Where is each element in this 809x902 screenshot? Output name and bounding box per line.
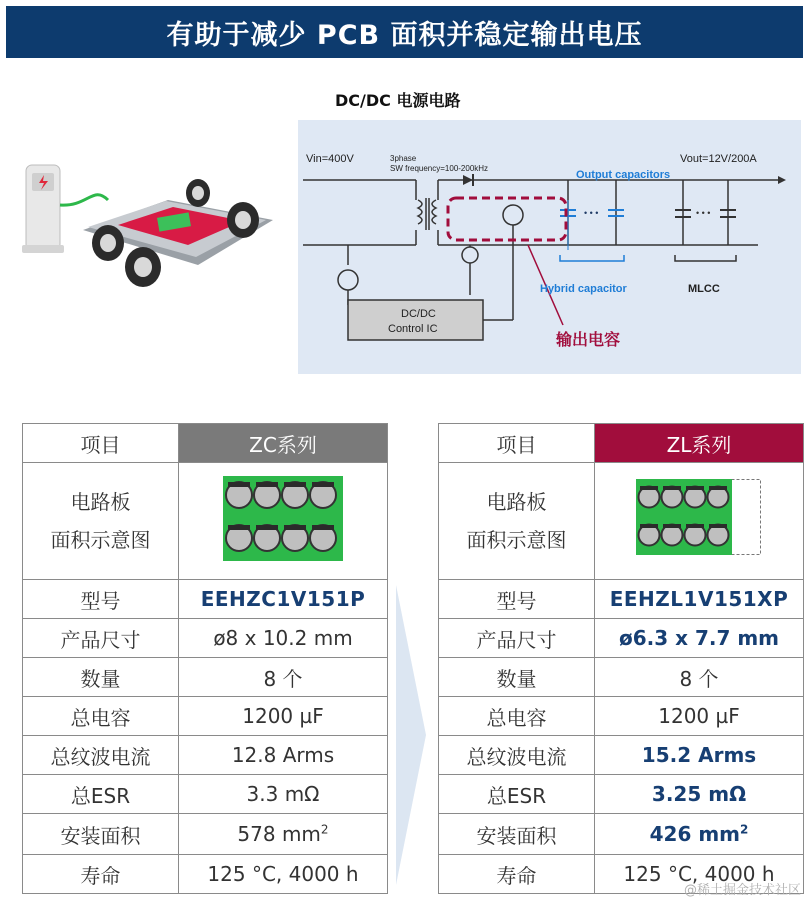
zc-board-diagram [179, 463, 388, 580]
ripple-current-label: 总纹波电流 [23, 736, 179, 775]
zc-mounting-area-unit-exp: 2 [320, 822, 329, 837]
zl-board-graphic [636, 479, 762, 559]
zl-quantity-value: 8 个 [595, 658, 804, 697]
item-header: 项目 [439, 424, 595, 463]
mounting-area-label: 安装面积 [439, 814, 595, 855]
sw-frequency-label: SW frequency=100-200kHz [390, 164, 489, 173]
zc-series-header: ZC系列 [179, 424, 388, 463]
mounting-area-label: 安装面积 [23, 814, 179, 855]
zl-esr-value: 3.25 mΩ [595, 775, 804, 814]
phase-label: 3phase [390, 154, 417, 163]
zc-lifetime-value: 125 °C, 4000 h [179, 855, 388, 894]
zc-board-graphic [223, 476, 343, 561]
hybrid-capacitor-label: Hybrid capacitor [540, 283, 627, 295]
vin-label: Vin=400V [306, 153, 354, 165]
size-label: 产品尺寸 [23, 619, 179, 658]
esr-label: 总ESR [23, 775, 179, 814]
zc-series-table [22, 423, 388, 894]
zc-esr-value: 3.3 mΩ [179, 775, 388, 814]
zl-series-table [438, 423, 804, 894]
mlcc-label: MLCC [688, 283, 720, 295]
zl-mounting-area-unit-exp: 2 [740, 822, 749, 837]
lifetime-label: 寿命 [23, 855, 179, 894]
ripple-current-label: 总纹波电流 [439, 736, 595, 775]
zl-model-value: EEHZL1V151XP [595, 580, 804, 619]
zc-size-value: ø8 x 10.2 mm [179, 619, 388, 658]
control-ic-label-2: Control IC [388, 323, 438, 335]
esr-label: 总ESR [439, 775, 595, 814]
ev-car-illustration [8, 145, 283, 295]
board-area-label: 电路板 面积示意图 [439, 463, 595, 580]
model-label: 型号 [23, 580, 179, 619]
zl-lifetime-value: 125 °C, 4000 h [595, 855, 804, 894]
output-cap-highlight [448, 198, 566, 240]
item-header: 项目 [23, 424, 179, 463]
zc-mounting-area-cell [179, 814, 388, 855]
zl-mounting-area-value: 426 mm [649, 822, 741, 846]
circuit-title: DC/DC 电源电路 [335, 91, 461, 110]
board-area-label: 电路板 面积示意图 [23, 463, 179, 580]
zl-series-header: ZL系列 [595, 424, 804, 463]
zl-capacitance-value: 1200 µF [595, 697, 804, 736]
comparison-arrow [396, 585, 432, 885]
quantity-label: 数量 [23, 658, 179, 697]
watermark: @稀土掘金技术社区 [683, 883, 801, 898]
zl-board-diagram [595, 463, 804, 580]
dcdc-circuit-diagram [298, 120, 801, 374]
zc-model-value: EEHZC1V151P [179, 580, 388, 619]
model-label: 型号 [439, 580, 595, 619]
zl-mounting-area-cell [595, 814, 804, 855]
control-ic-label-1: DC/DC [401, 308, 436, 320]
zl-ripple-current-value: 15.2 Arms [595, 736, 804, 775]
capacitance-label: 总电容 [23, 697, 179, 736]
lifetime-label: 寿命 [439, 855, 595, 894]
zc-quantity-value: 8 个 [179, 658, 388, 697]
size-label: 产品尺寸 [439, 619, 595, 658]
vout-label: Vout=12V/200A [680, 153, 757, 165]
page-title: 有助于减少 PCB 面积并稳定输出电压 [6, 6, 803, 58]
zc-mounting-area-value: 578 mm [237, 822, 321, 846]
output-capacitors-label: Output capacitors [576, 169, 671, 181]
zc-capacitance-value: 1200 µF [179, 697, 388, 736]
capacitance-label: 总电容 [439, 697, 595, 736]
quantity-label: 数量 [439, 658, 595, 697]
zl-size-value: ø6.3 x 7.7 mm [595, 619, 804, 658]
mlcc-dots: • • • [696, 208, 711, 218]
hybrid-dots: • • • [584, 208, 599, 218]
zc-ripple-current-value: 12.8 Arms [179, 736, 388, 775]
output-capacitor-cn-label: 输出电容 [556, 330, 621, 349]
